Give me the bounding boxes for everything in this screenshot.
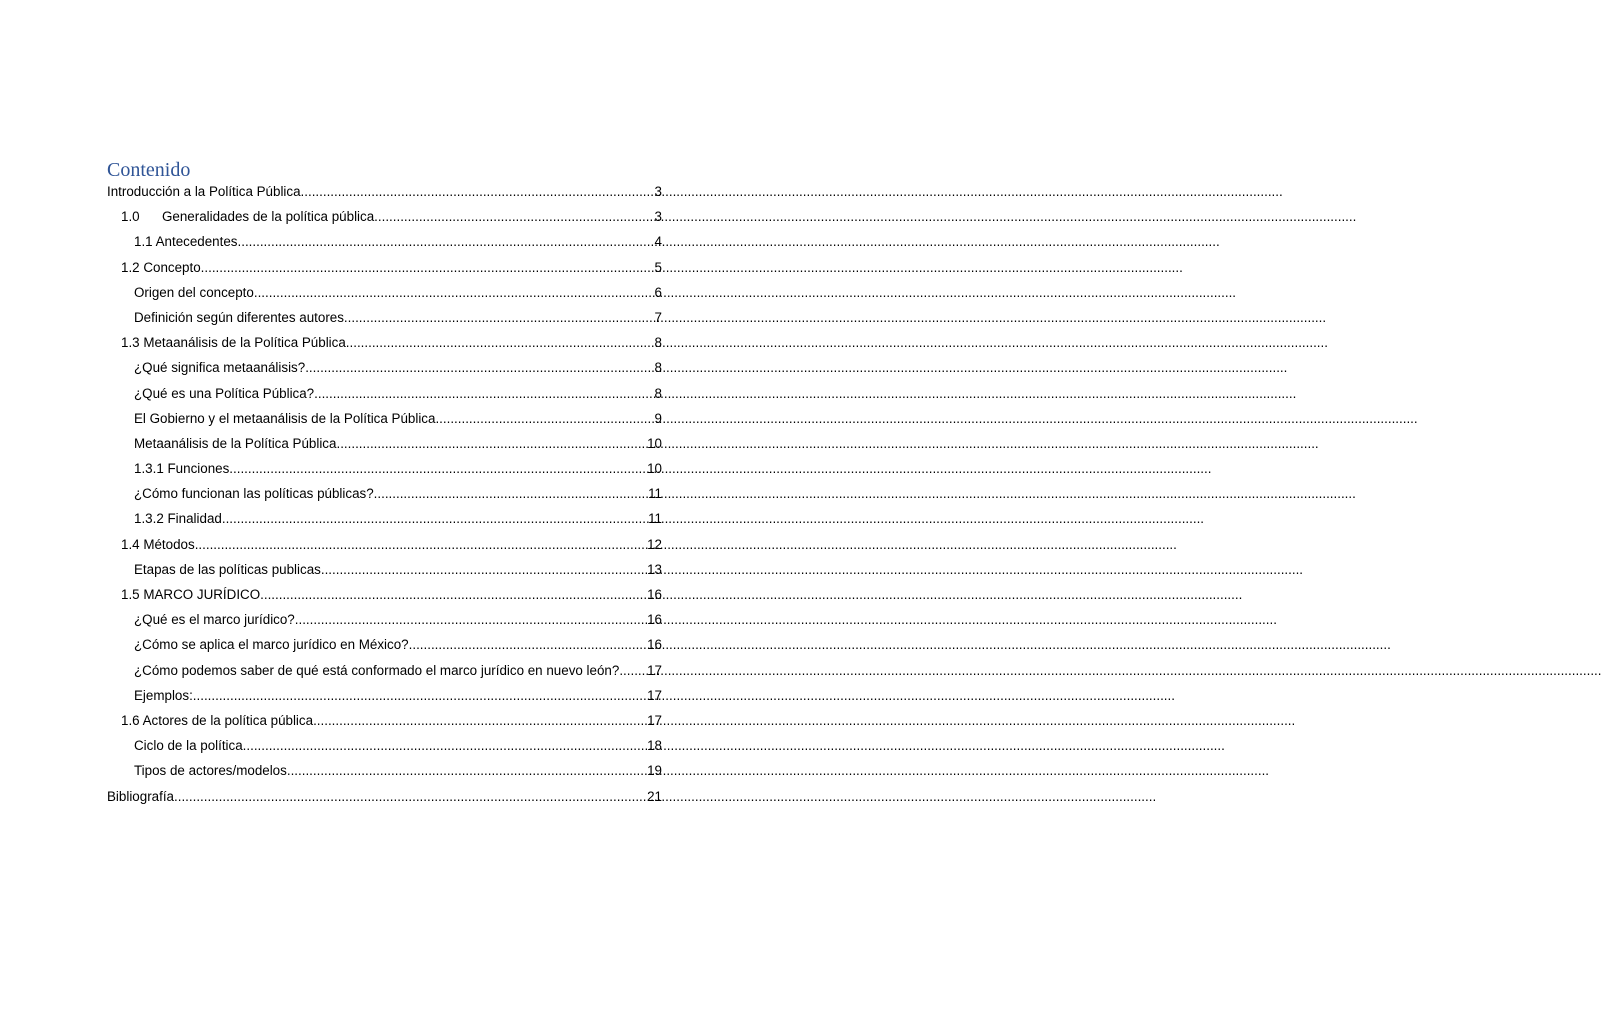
toc-entry-leader [174, 786, 646, 808]
toc-entry-12[interactable] [107, 458, 662, 483]
toc-entry-text: Definición según diferentes autores [134, 309, 344, 325]
toc-entry-text: Bibliografía [107, 788, 174, 804]
toc-entry-leader [619, 660, 646, 682]
toc-entry-text: 1.5 MARCO JURÍDICO [121, 587, 261, 602]
document-page [0, 0, 768, 1024]
toc-entry-text: 1.2 Concepto [121, 259, 201, 275]
toc-entry-9[interactable] [107, 383, 662, 408]
toc-entry-text: 1.3.1 Funciones [134, 461, 230, 477]
toc-entry-11[interactable] [107, 433, 662, 458]
toc-entry-page-number: 16 [647, 587, 662, 602]
toc-entry-leader [193, 685, 646, 707]
toc-entry-page-number: 7 [654, 309, 662, 325]
toc-entry-20[interactable] [107, 660, 662, 685]
toc-entry-leader [305, 357, 653, 379]
toc-entry-5[interactable] [107, 282, 662, 307]
toc-entry-leader [346, 332, 654, 354]
toc-entry-leader [287, 760, 646, 782]
toc-entry-page-number: 18 [647, 738, 662, 754]
toc-entry-page-number: 8 [654, 360, 662, 376]
toc-entry-text: Etapas de las políticas publicas [134, 561, 321, 577]
toc-entry-page-number: 10 [647, 435, 662, 451]
toc-entry-text: Generalidades de la política pública [162, 209, 375, 225]
toc-entry-text: ¿Cómo se aplica el marco jurídico en México? [134, 637, 409, 653]
toc-entry-14[interactable] [107, 508, 662, 533]
toc-entry-page-number: 12 [647, 536, 662, 552]
toc-entry-leader [222, 508, 647, 530]
toc-entry-leader [321, 559, 646, 581]
toc-entry-leader [238, 231, 654, 253]
toc-entry-leader [295, 609, 646, 631]
toc-entry-leader [229, 458, 646, 480]
toc-entry-page-number: 16 [647, 612, 662, 628]
toc-entry-16[interactable] [107, 559, 662, 584]
toc-entry-2[interactable] [107, 206, 662, 231]
toc-entry-leader [301, 181, 654, 203]
toc-entry-leader [344, 307, 654, 329]
toc-entry-page-number: 6 [654, 284, 662, 300]
toc-entry-text: Ciclo de la política [134, 738, 243, 754]
toc-entry-page-number: 3 [654, 209, 662, 225]
toc-entry-leader [336, 433, 646, 455]
toc-entry-page-number: 8 [654, 335, 662, 351]
toc-entry-text: Origen del concepto [134, 284, 254, 300]
toc-entry-page-number: 17 [647, 687, 662, 703]
toc-entry-6[interactable] [107, 307, 662, 332]
toc-entry-page-number: 16 [647, 637, 662, 653]
toc-entry-leader [374, 483, 647, 505]
toc-entry-page-number: 19 [647, 763, 662, 779]
toc-entry-leader [195, 534, 646, 556]
toc-entry-25[interactable] [107, 786, 662, 811]
toc-entry-text: Tipos de actores/modelos [134, 763, 287, 779]
toc-entry-page-number: 9 [654, 410, 662, 426]
toc-entry-text: ¿Cómo funcionan las políticas públicas? [134, 486, 374, 502]
toc-list [107, 181, 662, 811]
toc-entry-21[interactable] [107, 685, 662, 710]
toc-entry-leader [260, 584, 646, 606]
toc-entry-text: 1.3.2 Finalidad [134, 511, 222, 527]
toc-entry-page-number: 13 [647, 561, 662, 577]
toc-entry-leader [409, 634, 646, 656]
toc-entry-text: 1.6 Actores de la política pública [121, 712, 314, 728]
toc-entry-page-number: 4 [654, 234, 662, 250]
toc-entry-leader [254, 282, 654, 304]
toc-title: Contenido [107, 159, 191, 181]
toc-entry-leader [243, 735, 646, 757]
toc-entry-page-number: 3 [654, 184, 662, 199]
toc-entry-page-number: 11 [648, 511, 662, 527]
toc-entry-19[interactable] [107, 634, 662, 659]
toc-entry-text: 1.4 Métodos [121, 536, 195, 552]
toc-entry-18[interactable] [107, 609, 662, 634]
toc-entry-3[interactable] [107, 231, 662, 256]
toc-entry-leader [374, 206, 653, 228]
toc-entry-17[interactable] [107, 584, 662, 609]
toc-entry-24[interactable] [107, 760, 662, 785]
toc-entry-leader [314, 383, 653, 405]
toc-entry-text: Ejemplos: [134, 687, 193, 703]
toc-entry-leader [313, 710, 646, 732]
toc-entry-page-number: 11 [648, 486, 662, 502]
toc-entry-text: 1.1 Antecedentes [134, 234, 238, 250]
toc-entry-page-number: 8 [654, 385, 662, 401]
toc-entry-4[interactable] [107, 257, 662, 282]
toc-entry-7[interactable] [107, 332, 662, 357]
toc-entry-text: Introducción a la Política Pública [107, 184, 301, 199]
toc-entry-text: ¿Qué es el marco jurídico? [134, 612, 295, 628]
toc-entry-23[interactable] [107, 735, 662, 760]
toc-entry-number: 1.0 [121, 209, 140, 225]
toc-entry-text: ¿Qué es una Política Pública? [134, 385, 315, 401]
toc-entry-leader [435, 408, 653, 430]
toc-entry-leader [201, 257, 654, 279]
toc-entry-text: ¿Qué significa metaanálisis? [134, 360, 306, 376]
toc-entry-8[interactable] [107, 357, 662, 382]
toc-entry-15[interactable] [107, 534, 662, 559]
toc-entry-page-number: 17 [647, 712, 662, 728]
toc-entry-page-number: 10 [647, 461, 662, 477]
toc-entry-text: 1.3 Metaanálisis de la Política Pública [121, 335, 346, 351]
toc-entry-10[interactable] [107, 408, 662, 433]
toc-entry-text: ¿Cómo podemos saber de qué está conformado el marco jurídico en nuevo león? [134, 662, 620, 678]
toc-entry-22[interactable] [107, 710, 662, 735]
toc-entry-page-number: 5 [654, 259, 662, 275]
toc-entry-text: Metaanálisis de la Política Pública [134, 435, 337, 451]
toc-entry-page-number: 17 [647, 662, 662, 678]
toc-entry-13[interactable] [107, 483, 662, 508]
toc-entry-1[interactable] [107, 181, 662, 206]
toc-entry-text: El Gobierno y el metaanálisis de la Política Pública [134, 410, 436, 426]
toc-entry-page-number: 21 [647, 788, 662, 804]
